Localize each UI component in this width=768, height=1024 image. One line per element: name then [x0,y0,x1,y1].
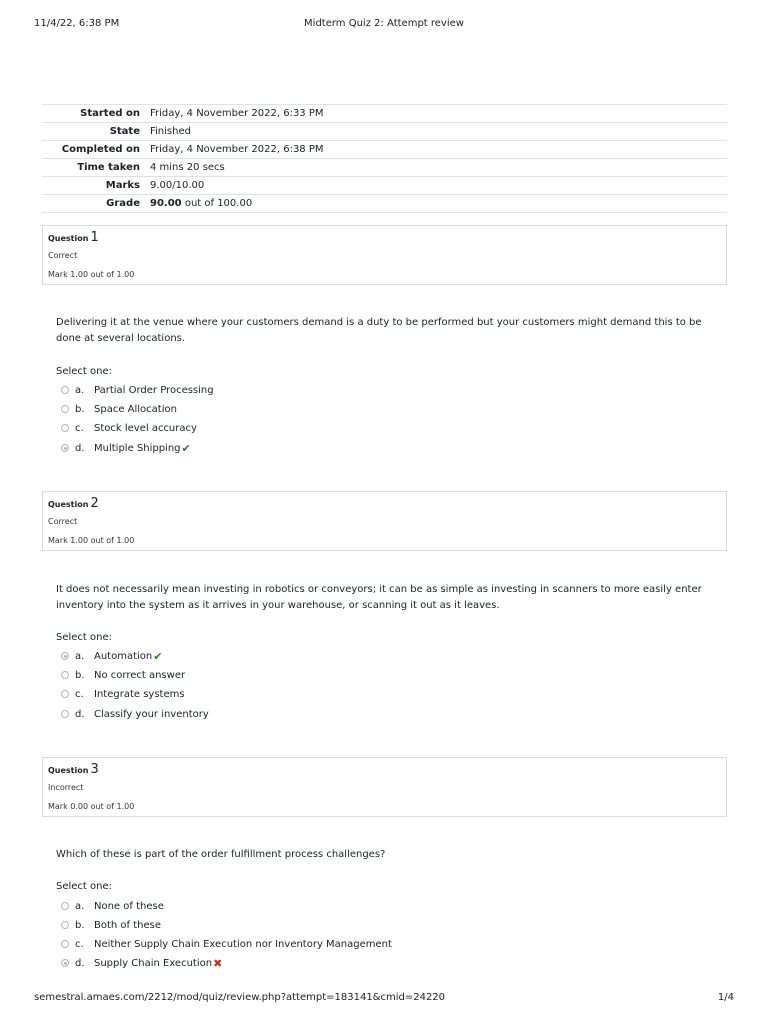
answer-option[interactable] [61,381,214,399]
answer-option[interactable] [61,916,161,934]
select-one-prompt: Select one: [56,366,113,377]
question-text: It does not necessarily mean investing in robotics or conveyors; it can be as simple as investing in scanners to more easily enter inventory into the system as it arrives in your warehouse, or scanning it out as it leaves. [56,584,702,611]
question-info-box [42,225,727,285]
page-number: 1/4 [717,992,734,1003]
answer-text: No correct answer [94,669,186,681]
radio-button-selected[interactable] [61,959,69,967]
summary-value: Friday, 4 November 2022, 6:33 PM [150,105,727,123]
summary-value: 4 mins 20 secs [150,159,727,177]
question-info-box [42,757,727,817]
radio-button-selected[interactable] [61,652,69,660]
radio-button[interactable] [61,671,69,679]
answer-text: Automation [94,650,153,662]
summary-row-completed [42,141,727,159]
answer-text: Integrate systems [94,688,185,700]
grade-score: 90.00 [150,198,182,209]
question-state: Incorrect [48,783,84,792]
summary-value: Finished [150,123,727,141]
answer-option[interactable] [61,647,162,665]
answer-option[interactable] [61,419,197,437]
question-mark: Mark 1.00 out of 1.00 [48,536,135,545]
summary-row-grade [42,195,727,213]
answer-text: Multiple Shipping [94,442,181,454]
answer-letter: c. [75,688,84,700]
radio-button[interactable] [61,921,69,929]
answer-text: Classify your inventory [94,708,209,720]
radio-button[interactable] [61,710,69,718]
question-mark: Mark 1.00 out of 1.00 [48,270,135,279]
summary-row-started [42,105,727,123]
attempt-summary-table [42,104,727,213]
grade-out-of: out of 100.00 [181,198,253,209]
radio-button-selected[interactable] [61,444,69,452]
check-icon: ✔ [153,649,163,663]
radio-button[interactable] [61,940,69,948]
radio-button[interactable] [61,424,69,432]
answer-text: None of these [94,900,164,912]
summary-label: Grade [42,195,150,213]
question-num: 1 [90,230,99,245]
select-one-prompt: Select one: [56,881,113,892]
question-mark: Mark 0.00 out of 1.00 [48,802,135,811]
select-one-prompt: Select one: [56,632,113,643]
answer-option[interactable] [61,685,185,703]
summary-label: Completed on [42,141,150,159]
answer-letter: d. [75,442,85,454]
print-datetime: 11/4/22, 6:38 PM [34,18,120,29]
question-state: Correct [48,251,78,260]
summary-value [150,195,727,213]
summary-row-time-taken [42,159,727,177]
answer-text: Supply Chain Execution [94,957,213,969]
answer-option[interactable] [61,400,177,418]
answer-letter: d. [75,708,85,720]
answer-letter: b. [75,403,85,415]
radio-button[interactable] [61,405,69,413]
answer-text: Stock level accuracy [94,422,197,434]
page-url: semestral.amaes.com/2212/mod/quiz/review.php?attempt=183141&cmid=24220 [34,992,446,1003]
print-header [34,18,734,32]
summary-label: Marks [42,177,150,195]
check-icon: ✔ [181,441,191,455]
question-info-box [42,491,727,551]
question-number [48,230,99,245]
print-title: Midterm Quiz 2: Attempt review [304,18,464,29]
question-label: Question [48,234,89,243]
answer-option[interactable] [61,666,185,684]
answer-option[interactable] [61,897,164,915]
question-number [48,762,99,777]
answer-letter: b. [75,919,85,931]
answer-letter: b. [75,669,85,681]
radio-button[interactable] [61,902,69,910]
radio-button[interactable] [61,690,69,698]
answer-text: Partial Order Processing [94,384,214,396]
answer-letter: a. [75,384,85,396]
summary-label: Started on [42,105,150,123]
answer-letter: c. [75,938,84,950]
question-number [48,496,99,511]
summary-row-marks [42,177,727,195]
answer-letter: a. [75,650,85,662]
answer-letter: c. [75,422,84,434]
summary-value: 9.00/10.00 [150,177,727,195]
question-num: 2 [90,496,99,511]
answer-letter: a. [75,900,85,912]
summary-value: Friday, 4 November 2022, 6:38 PM [150,141,727,159]
summary-label: Time taken [42,159,150,177]
answer-text: Both of these [94,919,162,931]
answer-letter: d. [75,957,85,969]
answer-option[interactable] [61,439,191,457]
cross-icon: ✖ [213,956,223,970]
question-state: Correct [48,517,78,526]
summary-label: State [42,123,150,141]
answer-option[interactable] [61,954,222,972]
summary-row-state [42,123,727,141]
answer-option[interactable] [61,705,209,723]
answer-text: Neither Supply Chain Execution nor Inventory Management [94,938,392,950]
answer-option[interactable] [61,935,392,953]
print-footer [34,992,734,1006]
radio-button[interactable] [61,386,69,394]
question-text: Delivering it at the venue where your customers demand is a duty to be performed but your customers might demand this to be done at several locations. [56,317,702,344]
question-text: Which of these is part of the order fulfillment process challenges? [56,849,386,860]
question-label: Question [48,500,89,509]
answer-text: Space Allocation [94,403,177,415]
question-label: Question [48,766,89,775]
question-num: 3 [90,762,99,777]
